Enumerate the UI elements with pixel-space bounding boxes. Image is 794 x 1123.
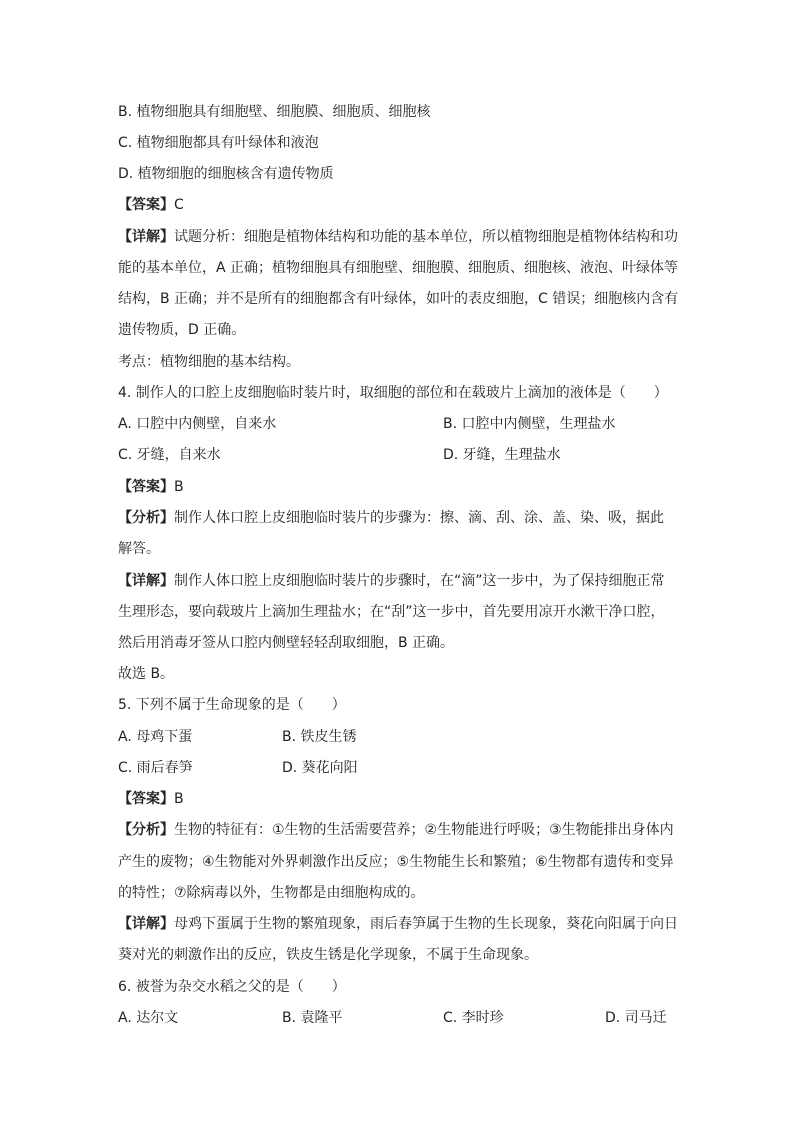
q5-detail-line-2: 葵对光的刺激作出的反应，铁皮生锈是化学现象，不属于生命现象。: [118, 947, 538, 963]
q3-detail-line-4: 遗传物质，D 正确。: [118, 322, 246, 338]
detail-text: 制作人体口腔上皮细胞临时装片的步骤时，在“滴”这一步中，为了保持细胞正常: [174, 573, 665, 589]
analysis-text: 制作人体口腔上皮细胞临时装片的步骤为：擦、滴、刮、涂、盖、染、吸，据此: [174, 510, 664, 526]
q5-question: 5. 下列不属于生命现象的是（ ）: [118, 697, 346, 713]
q4-analysis-line-2: 解答。: [118, 541, 160, 557]
detail-text: 试题分析：细胞是植物体结构和功能的基本单位，所以植物细胞是植物体结构和功: [174, 229, 678, 245]
q4-detail-line-3: 然后用消毒牙签从口腔内侧壁轻轻刮取细胞，B 正确。: [118, 635, 455, 651]
q5-option-a: A. 母鸡下蛋: [118, 729, 193, 745]
answer-value: C: [174, 197, 184, 213]
q4-detail-line-2: 生理形态，要向载玻片上滴加生理盐水；在“刮”这一步中，首先要用凉开水漱干净口腔，: [118, 604, 665, 620]
analysis-text: 生物的特征有：①生物的生活需要营养；②生物能进行呼吸；③生物能排出身体内: [174, 822, 674, 838]
q5-analysis-line-2: 产生的废物；④生物能对外界刺激作出反应；⑤生物能生长和繁殖；⑥生物都有遗传和变异: [118, 854, 674, 870]
analysis-tag: 【分析】: [118, 510, 174, 526]
q5-detail-line-1: [118, 914, 678, 934]
answer-tag: 【答案】: [118, 791, 174, 807]
q5-analysis-line-1: [118, 820, 674, 840]
q5-option-d: D. 葵花向阳: [282, 760, 358, 776]
q4-analysis-line-1: [118, 508, 664, 528]
answer-tag: 【答案】: [118, 197, 174, 213]
q4-option-d: D. 牙缝，生理盐水: [443, 447, 561, 463]
detail-tag: 【详解】: [118, 573, 174, 589]
q3-option-d: D. 植物细胞的细胞核含有遗传物质: [118, 166, 334, 182]
q4-question: 4. 制作人的口腔上皮细胞临时装片时，取细胞的部位和在载玻片上滴加的液体是（ ）: [118, 385, 668, 401]
q3-answer: [118, 195, 184, 215]
q6-option-b: B. 袁隆平: [282, 1010, 343, 1026]
q4-answer: [118, 477, 184, 497]
q3-option-c: C. 植物细胞都具有叶绿体和液泡: [118, 135, 319, 151]
q5-answer: [118, 789, 184, 809]
answer-value: B: [174, 791, 184, 807]
q3-detail-line-1: [118, 227, 678, 247]
analysis-tag: 【分析】: [118, 822, 174, 838]
q6-question: 6. 被誉为杂交水稻之父的是（ ）: [118, 979, 346, 995]
q4-option-a: A. 口腔中内侧壁，自来水: [118, 416, 277, 432]
q5-analysis-line-3: 的特性；⑦除病毒以外，生物都是由细胞构成的。: [118, 885, 425, 901]
q4-conclusion: 故选 B。: [118, 666, 175, 682]
q3-detail-line-3: 结构，B 正确；并不是所有的细胞都含有叶绿体，如叶的表皮细胞，C 错误；细胞核内含有: [118, 291, 679, 307]
q5-option-c: C. 雨后春笋: [118, 760, 193, 776]
detail-tag: 【详解】: [118, 229, 174, 245]
q6-option-a: A. 达尔文: [118, 1010, 179, 1026]
detail-tag: 【详解】: [118, 916, 174, 932]
answer-tag: 【答案】: [118, 479, 174, 495]
q3-option-b: B. 植物细胞具有细胞壁、细胞膜、细胞质、细胞核: [118, 104, 431, 120]
q5-option-b: B. 铁皮生锈: [282, 729, 357, 745]
detail-text: 母鸡下蛋属于生物的繁殖现象，雨后春笋属于生物的生长现象，葵花向阳属于向日: [174, 916, 678, 932]
q4-option-b: B. 口腔中内侧壁，生理盐水: [443, 416, 616, 432]
q4-option-c: C. 牙缝，自来水: [118, 447, 221, 463]
q3-kaodian: 考点：植物细胞的基本结构。: [118, 354, 300, 370]
answer-value: B: [174, 479, 184, 495]
q4-detail-line-1: [118, 571, 665, 591]
q6-option-d: D. 司马迁: [605, 1010, 667, 1026]
q6-option-c: C. 李时珍: [443, 1010, 504, 1026]
q3-detail-line-2: 能的基本单位，A 正确；植物细胞具有细胞壁、细胞膜、细胞质、细胞核、液泡、叶绿体等: [118, 260, 679, 276]
